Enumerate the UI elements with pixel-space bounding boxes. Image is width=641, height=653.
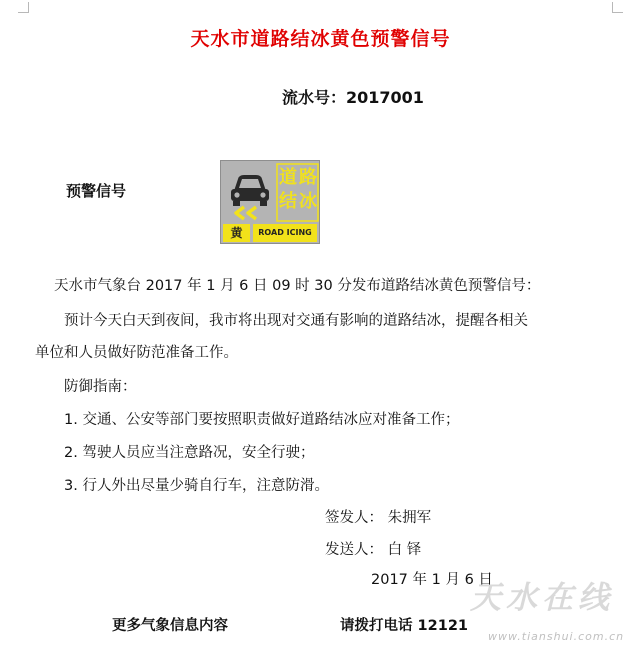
watermark-url: www.tianshui.com.cn [488,630,625,643]
badge-english-label: ROAD ICING [253,224,317,242]
badge-chinese-text [278,166,318,214]
page-corner-mark-left [18,2,29,13]
defense-guide-heading: 防御指南： [64,379,137,395]
watermark-logo-text: 天水在线 [470,580,614,616]
issue-date: 2017 年 1 月 6 日 [371,572,493,588]
badge-char: 道 [279,167,297,188]
sender-line: 发送人： 白 铎 [325,542,422,558]
badge-char: 路 [299,167,317,188]
footer-hotline: 请拨打电话 12121 [340,618,468,634]
document-title: 天水市道路结冰黄色预警信号 [190,28,451,50]
guide-item-1: 1. 交通、公安等部门要按照职责做好道路结冰应对准备工作； [64,412,460,428]
badge-level-label: 黄 [223,224,250,242]
guide-item-3: 3. 行人外出尽量少骑自行车，注意防滑。 [64,478,329,494]
forecast-paragraph-line-2: 单位和人员做好防范准备工作。 [35,345,238,361]
badge-char: 冰 [299,191,317,212]
road-icing-warning-badge [220,160,320,244]
forecast-paragraph-line-1: 预计今天白天到夜间，我市将出现对交通有影响的道路结冰，提醒各相关 [64,313,528,329]
announcement-paragraph: 天水市气象台 2017 年 1 月 6 日 09 时 30 分发布道路结冰黄色预警信号： [54,278,541,294]
issuer-line: 签发人： 朱拥军 [325,510,432,526]
serial-number: 流水号：2017001 [282,88,424,107]
guide-item-2: 2. 驾驶人员应当注意路况，安全行驶； [64,445,315,461]
page-corner-mark-right [612,2,623,13]
warning-signal-label: 预警信号 [66,182,127,200]
footer-more-info: 更多气象信息内容 [112,618,228,634]
badge-char: 结 [279,191,297,212]
